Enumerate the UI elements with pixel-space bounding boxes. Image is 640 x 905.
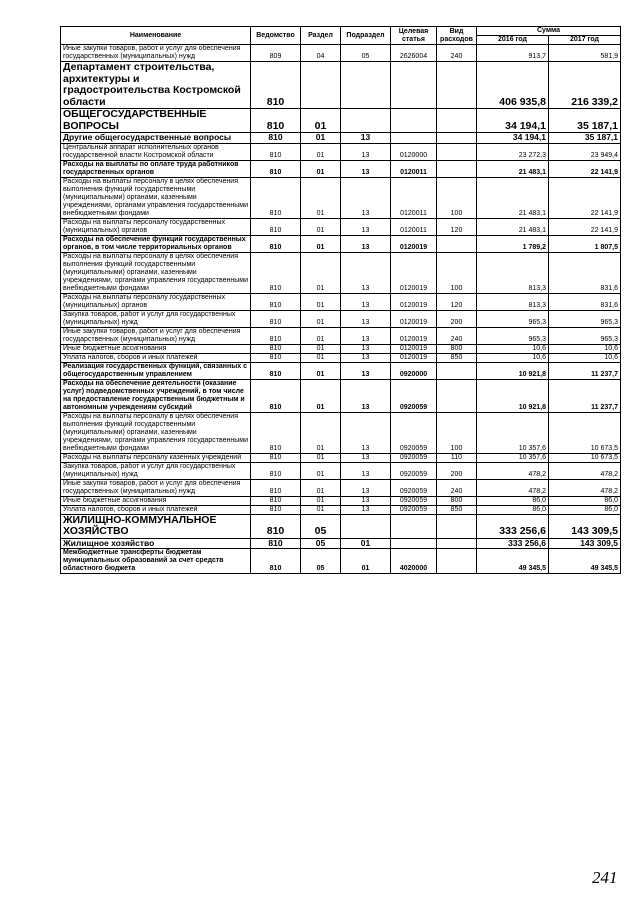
row-2016: 10,6 [477,353,549,362]
table-row [61,412,621,453]
row-name: Расходы на выплаты персоналу в целях обеспечения выполнения функций государственными (муниципальными) органами, казенными учреждениями, органами управления государственными внебюджетными фондами [61,177,251,218]
row-section: 01 [301,505,341,514]
row-section: 01 [301,353,341,362]
row-2017: 10 673,5 [549,453,621,462]
header-2016: 2016 год [477,36,549,45]
row-2016: 813,3 [477,252,549,293]
row-2016: 23 272,3 [477,143,549,160]
row-subsection: 13 [341,379,391,412]
table-row [61,538,621,549]
row-subsection: 13 [341,344,391,353]
row-target: 0920059 [391,496,437,505]
row-subsection [341,514,391,538]
row-target: 0920059 [391,505,437,514]
row-kind: 100 [437,412,477,453]
row-dept: 810 [251,344,301,353]
row-2016: 333 256,6 [477,514,549,538]
row-2017: 10,6 [549,353,621,362]
row-section: 01 [301,160,341,177]
header-target: Целевая статья [391,27,437,45]
row-target: 0120019 [391,327,437,344]
row-subsection: 13 [341,177,391,218]
table-body [61,45,621,574]
row-kind: 850 [437,505,477,514]
row-name: Расходы на выплаты персоналу в целях обеспечения выполнения функций государственными (муниципальными) органами, казенными учреждениями, органами управления государственными внебюджетными фондами [61,252,251,293]
row-kind [437,235,477,252]
row-kind: 800 [437,344,477,353]
header-subsection: Подраздел [341,27,391,45]
row-subsection: 13 [341,412,391,453]
table-row [61,362,621,379]
row-kind [437,62,477,109]
row-name: Расходы на обеспечение деятельности (оказание услуг) подведомственных учреждений, в том числе на предоставление государственным бюджетным и автономным учреждениям субсидий [61,379,251,412]
row-subsection: 13 [341,310,391,327]
row-2016: 333 256,6 [477,538,549,549]
row-name: Расходы на выплаты персоналу государственных (муниципальных) органов [61,293,251,310]
row-subsection: 13 [341,218,391,235]
row-dept: 810 [251,412,301,453]
row-kind: 100 [437,252,477,293]
row-2017: 35 187,1 [549,109,621,133]
row-kind: 120 [437,293,477,310]
row-section: 01 [301,496,341,505]
table-row [61,293,621,310]
row-2016: 10 921,8 [477,362,549,379]
row-2016: 478,2 [477,479,549,496]
table-row [61,514,621,538]
row-name: Иные закупки товаров, работ и услуг для обеспечения государственных (муниципальных) нужд [61,327,251,344]
row-dept: 810 [251,310,301,327]
row-target: 2626004 [391,45,437,62]
row-target: 0120019 [391,252,437,293]
table-row [61,496,621,505]
row-subsection: 13 [341,479,391,496]
table-row [61,218,621,235]
row-subsection: 13 [341,353,391,362]
row-subsection [341,62,391,109]
row-subsection: 05 [341,45,391,62]
row-name: Иные закупки товаров, работ и услуг для обеспечения государственных (муниципальных) нужд [61,45,251,62]
row-target: 0920059 [391,462,437,479]
row-section: 01 [301,109,341,133]
row-name: Расходы на обеспечение функций государственных органов, в том числе территориальных органов [61,235,251,252]
row-kind: 110 [437,453,477,462]
row-kind [437,109,477,133]
row-section: 01 [301,479,341,496]
table-row [61,62,621,109]
row-target: 0920000 [391,362,437,379]
row-subsection: 13 [341,252,391,293]
row-kind [437,143,477,160]
row-dept: 809 [251,45,301,62]
table-row [61,133,621,144]
row-2016: 965,3 [477,310,549,327]
row-section: 01 [301,362,341,379]
row-name: Закупка товаров, работ и услуг для государственных (муниципальных) нужд [61,462,251,479]
row-section: 05 [301,514,341,538]
row-2017: 581,9 [549,45,621,62]
row-dept: 810 [251,479,301,496]
row-2016: 10,6 [477,344,549,353]
row-name: Расходы на выплаты персоналу государственных (муниципальных) органов [61,218,251,235]
row-name: Уплата налогов, сборов и иных платежей [61,505,251,514]
row-2016: 49 345,5 [477,549,549,574]
row-subsection: 13 [341,496,391,505]
row-target: 4020000 [391,549,437,574]
row-kind: 200 [437,310,477,327]
row-name: Межбюджетные трансферты бюджетам муниципальных образований за счет средств областного бюджета [61,549,251,574]
row-name: Уплата налогов, сборов и иных платежей [61,353,251,362]
row-dept: 810 [251,133,301,144]
row-2017: 1 807,5 [549,235,621,252]
row-target: 0120011 [391,177,437,218]
row-section: 01 [301,462,341,479]
row-name: Другие общегосударственные вопросы [61,133,251,144]
row-target: 0120011 [391,160,437,177]
row-dept: 810 [251,514,301,538]
row-dept: 810 [251,453,301,462]
table-row [61,143,621,160]
row-kind [437,549,477,574]
row-section: 01 [301,344,341,353]
row-2017: 10,6 [549,344,621,353]
header-sum: Сумма [477,27,621,36]
row-dept: 810 [251,235,301,252]
row-name: Расходы на выплаты персоналу в целях обеспечения выполнения функций государственными (муниципальными) органами, казенными учреждениями, органами управления государственными внебюджетными фондами [61,412,251,453]
row-name: Департамент строительства, архитектуры и градостроительства Костромской области [61,62,251,109]
row-name: Расходы на выплаты по оплате труда работников государственных органов [61,160,251,177]
row-2016: 86,0 [477,496,549,505]
row-dept: 810 [251,379,301,412]
row-name: Иные бюджетные ассигнования [61,344,251,353]
row-2017: 143 309,5 [549,514,621,538]
budget-table [60,26,621,574]
row-name: Иные бюджетные ассигнования [61,496,251,505]
header-dept: Ведомство [251,27,301,45]
row-name: Иные закупки товаров, работ и услуг для обеспечения государственных (муниципальных) нужд [61,479,251,496]
row-2017: 143 309,5 [549,538,621,549]
row-section: 05 [301,538,341,549]
row-target: 0120019 [391,353,437,362]
row-kind: 850 [437,353,477,362]
row-kind [437,160,477,177]
row-2016: 34 194,1 [477,109,549,133]
row-subsection: 13 [341,505,391,514]
row-subsection: 13 [341,293,391,310]
table-row [61,327,621,344]
row-target: 0120019 [391,344,437,353]
table-row [61,177,621,218]
row-kind: 240 [437,327,477,344]
row-subsection [341,109,391,133]
row-subsection: 13 [341,327,391,344]
row-2017: 831,6 [549,252,621,293]
row-section: 01 [301,235,341,252]
row-2016: 34 194,1 [477,133,549,144]
row-2017: 86,0 [549,496,621,505]
row-target [391,538,437,549]
row-2016: 1 789,2 [477,235,549,252]
table-header [61,27,621,45]
row-section: 01 [301,327,341,344]
table-row [61,379,621,412]
row-dept: 810 [251,143,301,160]
row-2016: 478,2 [477,462,549,479]
row-2016: 86,0 [477,505,549,514]
table-row [61,235,621,252]
row-name: Центральный аппарат исполнительных органов государственной власти Костромской области [61,143,251,160]
row-subsection: 13 [341,133,391,144]
row-section: 01 [301,293,341,310]
row-2016: 406 935,8 [477,62,549,109]
row-section: 01 [301,252,341,293]
row-section: 01 [301,177,341,218]
row-name: Реализация государственных функций, связанных с общегосударственным управлением [61,362,251,379]
row-dept: 810 [251,327,301,344]
row-2017: 22 141,9 [549,160,621,177]
row-dept: 810 [251,362,301,379]
row-2017: 22 141,9 [549,177,621,218]
row-target: 0120019 [391,310,437,327]
row-dept: 810 [251,218,301,235]
row-2017: 86,0 [549,505,621,514]
row-target: 0120000 [391,143,437,160]
row-name: ЖИЛИЩНО-КОММУНАЛЬНОЕ ХОЗЯЙСТВО [61,514,251,538]
row-name: Закупка товаров, работ и услуг для государственных (муниципальных) нужд [61,310,251,327]
row-section: 01 [301,453,341,462]
row-dept: 810 [251,538,301,549]
row-section: 05 [301,549,341,574]
row-target [391,133,437,144]
row-2017: 23 949,4 [549,143,621,160]
row-2017: 11 237,7 [549,379,621,412]
row-subsection: 13 [341,143,391,160]
table-row [61,353,621,362]
row-2017: 478,2 [549,462,621,479]
row-target: 0120019 [391,293,437,310]
row-kind [437,379,477,412]
row-kind: 240 [437,45,477,62]
table-row [61,344,621,353]
row-name: Жилищное хозяйство [61,538,251,549]
row-section: 01 [301,218,341,235]
row-section [301,62,341,109]
row-subsection: 13 [341,453,391,462]
header-kind: Вид расходов [437,27,477,45]
row-section: 01 [301,133,341,144]
row-name: ОБЩЕГОСУДАРСТВЕННЫЕ ВОПРОСЫ [61,109,251,133]
table-row [61,479,621,496]
row-subsection: 13 [341,462,391,479]
row-2016: 10 357,6 [477,412,549,453]
row-dept: 810 [251,109,301,133]
header-name: Наименование [61,27,251,45]
row-section: 01 [301,379,341,412]
row-target [391,109,437,133]
row-name: Расходы на выплаты персоналу казенных учреждений [61,453,251,462]
row-2017: 35 187,1 [549,133,621,144]
row-target: 0920059 [391,453,437,462]
row-dept: 810 [251,353,301,362]
row-target: 0120011 [391,218,437,235]
row-2016: 813,3 [477,293,549,310]
row-2017: 965,3 [549,327,621,344]
row-target [391,514,437,538]
row-section: 01 [301,412,341,453]
table-row [61,310,621,327]
row-dept: 810 [251,505,301,514]
row-subsection: 13 [341,235,391,252]
row-target: 0920059 [391,379,437,412]
row-dept: 810 [251,496,301,505]
row-2016: 965,3 [477,327,549,344]
row-section: 01 [301,310,341,327]
row-2016: 10 357,6 [477,453,549,462]
row-kind: 120 [437,218,477,235]
row-2017: 478,2 [549,479,621,496]
row-target: 0920059 [391,412,437,453]
row-subsection: 13 [341,362,391,379]
row-dept: 810 [251,549,301,574]
header-2017: 2017 год [549,36,621,45]
row-kind [437,362,477,379]
row-kind [437,538,477,549]
row-2017: 10 673,5 [549,412,621,453]
row-kind [437,514,477,538]
row-section: 01 [301,143,341,160]
row-2017: 49 345,5 [549,549,621,574]
table-row [61,462,621,479]
row-2017: 11 237,7 [549,362,621,379]
row-2016: 10 921,8 [477,379,549,412]
row-kind: 240 [437,479,477,496]
row-2016: 21 483,1 [477,160,549,177]
row-dept: 810 [251,252,301,293]
row-section: 04 [301,45,341,62]
row-dept: 810 [251,160,301,177]
row-2017: 22 141,9 [549,218,621,235]
row-dept: 810 [251,62,301,109]
table-row [61,45,621,62]
table-row [61,252,621,293]
row-2017: 965,3 [549,310,621,327]
table-row [61,505,621,514]
row-subsection: 01 [341,549,391,574]
header-section: Раздел [301,27,341,45]
row-2017: 216 339,2 [549,62,621,109]
row-2016: 21 483,1 [477,177,549,218]
row-kind: 200 [437,462,477,479]
table-row [61,160,621,177]
table-row [61,549,621,574]
row-target: 0120019 [391,235,437,252]
row-subsection: 01 [341,538,391,549]
row-2017: 831,6 [549,293,621,310]
row-kind: 800 [437,496,477,505]
row-dept: 810 [251,293,301,310]
row-kind: 100 [437,177,477,218]
table-row [61,109,621,133]
row-subsection: 13 [341,160,391,177]
table-row [61,453,621,462]
page-number: 241 [592,868,618,887]
row-target: 0920059 [391,479,437,496]
row-2016: 913,7 [477,45,549,62]
row-kind [437,133,477,144]
row-dept: 810 [251,177,301,218]
row-2016: 21 483,1 [477,218,549,235]
row-dept: 810 [251,462,301,479]
row-target [391,62,437,109]
